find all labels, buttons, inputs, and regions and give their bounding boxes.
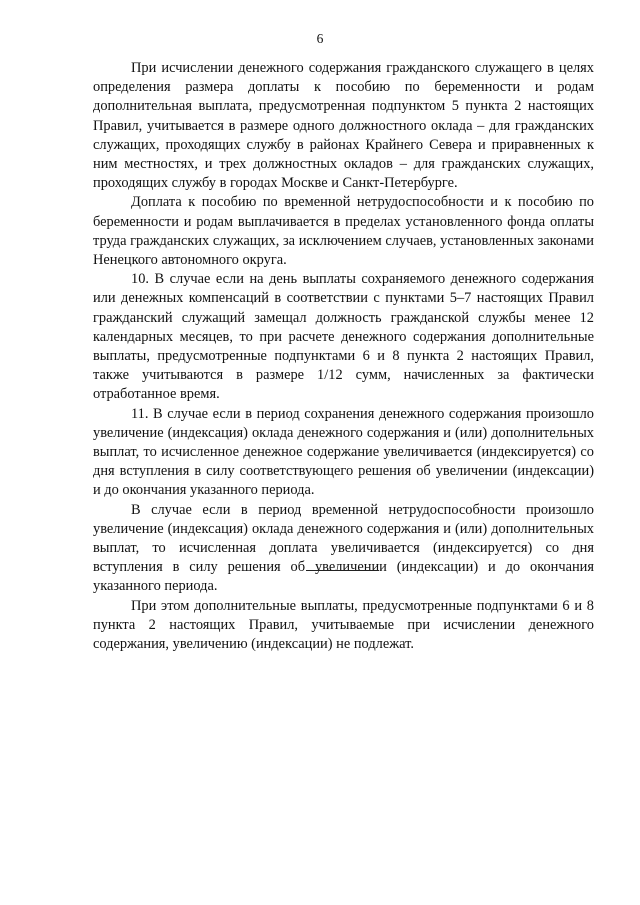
paragraph-salary-calculation: При исчислении денежного содержания гражданского служащего в целях определения размера доплаты к пособию по беременности и родам дополнительная выплата, предусмотренная подпунктом 5 пункта 2 настоящих Правил, учитывается в размере одного должностного оклада – для гражданских служащих, проходящих службу в районах Крайнего Севера и приравненных к ним местностях, и трех должностных окладов – для гражданских служащих, проходящих службу в городах Москве и Санкт-Петербурге. bbox=[93, 60, 594, 192]
page-number: 6 bbox=[316, 31, 324, 46]
paragraph-clause-10: 10. В случае если на день выплаты сохраняемого денежного содержания или денежных компенсаций в соответствии с пунктами 5–7 настоящих Правил гражданский служащий замещал должность гражданской службы менее 12 календарных месяцев, то при расчете денежного содержания дополнительные выплаты, предусмотренные подпунктами 6 и 8 пункта 2 настоящих Правил, также учитываются в размере 1/12 сумм, начисленных за фактически отработанное время. bbox=[93, 271, 594, 403]
paragraph-clause-11: 11. В случае если в период сохранения денежного содержания произошло увеличение (индексация) оклада денежного содержания и (или) дополнительных выплат, то исчисленное денежное содержание увеличивается (индексируется) со дня вступления в силу соответствующего решения об увеличении (индексации) и до окончания указанного периода. bbox=[93, 405, 594, 499]
document-body bbox=[93, 59, 594, 654]
end-divider-line bbox=[306, 570, 379, 571]
paragraph-disability-indexation: В случае если в период временной нетрудоспособности произошло увеличение (индексация) оклада денежного содержания и (или) дополнительных выплат, то исчисленная доплата увеличивается (индексируется) со дня вступления в силу решения об увеличении (индексации) и до окончания указанного периода. bbox=[93, 501, 594, 595]
paragraph-no-indexation: При этом дополнительные выплаты, предусмотренные подпунктами 6 и 8 пункта 2 настоящих Правил, учитываемые при исчислении денежного содержания, увеличению (индексации) не подлежат. bbox=[93, 597, 594, 653]
paragraph-benefit-payment: Доплата к пособию по временной нетрудоспособности и к пособию по беременности и родам выплачивается в пределах установленного фонда оплаты труда гражданских служащих, за исключением случаев, установленных законами Ненецкого автономного округа. bbox=[93, 194, 594, 269]
